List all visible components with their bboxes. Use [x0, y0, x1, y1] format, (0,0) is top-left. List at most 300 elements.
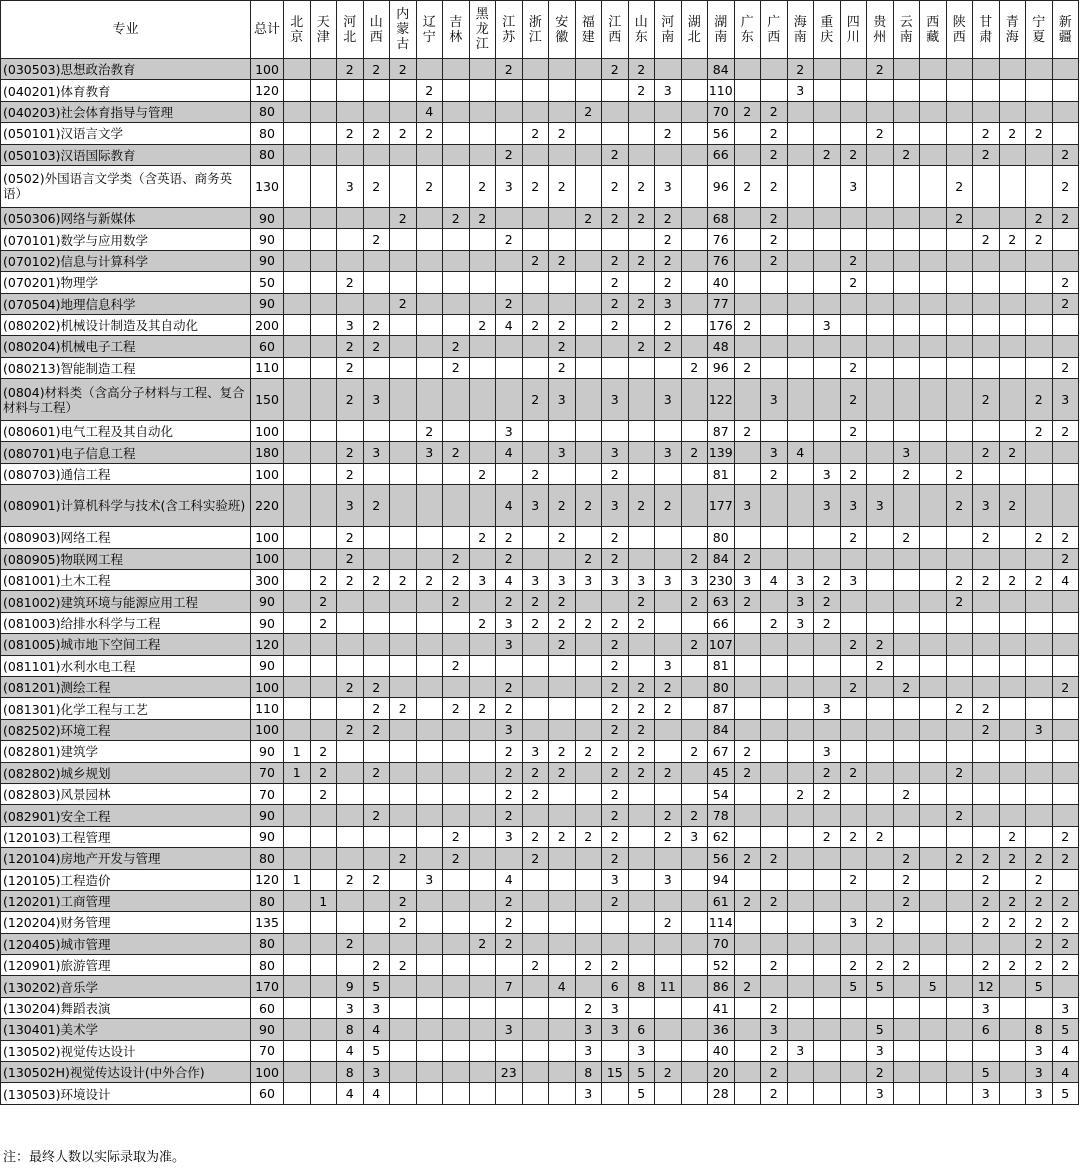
quota-cell: 3 — [734, 485, 761, 527]
quota-cell — [337, 762, 364, 783]
quota-cell — [761, 826, 788, 847]
table-row — [1, 890, 1079, 911]
quota-cell — [443, 612, 470, 633]
header-total: 总计 — [251, 1, 284, 59]
quota-cell: 8 — [337, 1019, 364, 1040]
quota-cell — [310, 442, 337, 463]
quota-cell — [469, 229, 496, 250]
quota-cell — [284, 1062, 311, 1083]
quota-cell — [522, 655, 549, 676]
quota-cell — [310, 634, 337, 655]
quota-cell — [734, 805, 761, 826]
quota-cell — [920, 442, 947, 463]
quota-cell — [1052, 314, 1079, 335]
total-cell: 50 — [251, 272, 284, 293]
quota-cell — [814, 976, 841, 997]
quota-cell: 2 — [363, 805, 390, 826]
total-cell: 90 — [251, 741, 284, 762]
quota-cell — [390, 655, 417, 676]
quota-cell: 2 — [363, 719, 390, 740]
quota-cell: 3 — [655, 655, 682, 676]
quota-cell — [1026, 762, 1053, 783]
quota-cell: 3 — [655, 165, 682, 207]
quota-cell — [946, 442, 973, 463]
quota-cell: 2 — [973, 144, 1000, 165]
quota-cell — [390, 612, 417, 633]
quota-cell — [284, 634, 311, 655]
quota-cell: 2 — [893, 783, 920, 804]
quota-cell: 2 — [522, 165, 549, 207]
quota-cell — [337, 144, 364, 165]
quota-cell — [628, 933, 655, 954]
quota-cell: 2 — [496, 783, 523, 804]
major-cell: (130503)环境设计 — [1, 1083, 251, 1104]
quota-cell: 70 — [708, 933, 735, 954]
quota-cell — [840, 101, 867, 122]
total-cell: 90 — [251, 207, 284, 228]
quota-cell: 2 — [946, 570, 973, 591]
quota-cell — [443, 741, 470, 762]
quota-cell — [867, 250, 894, 271]
quota-cell: 3 — [787, 612, 814, 633]
quota-cell — [920, 207, 947, 228]
quota-cell: 2 — [469, 207, 496, 228]
quota-cell — [814, 1083, 841, 1104]
quota-cell — [973, 805, 1000, 826]
quota-cell — [681, 976, 708, 997]
quota-cell: 1 — [284, 869, 311, 890]
quota-cell — [602, 933, 629, 954]
quota-cell: 2 — [761, 250, 788, 271]
quota-cell — [893, 272, 920, 293]
quota-cell — [522, 548, 549, 569]
quota-cell — [416, 955, 443, 976]
quota-cell — [390, 527, 417, 548]
table-row — [1, 1083, 1079, 1104]
table-row — [1, 676, 1079, 697]
quota-cell — [390, 314, 417, 335]
quota-cell — [920, 293, 947, 314]
quota-cell: 2 — [761, 1083, 788, 1104]
quota-cell — [1052, 869, 1079, 890]
quota-cell: 107 — [708, 634, 735, 655]
total-cell: 110 — [251, 357, 284, 378]
quota-cell — [284, 1019, 311, 1040]
quota-cell — [946, 1040, 973, 1061]
quota-cell: 3 — [602, 379, 629, 421]
quota-cell — [893, 485, 920, 527]
major-cell: (080901)计算机科学与技术(含工科实验班) — [1, 485, 251, 527]
quota-cell — [999, 101, 1026, 122]
quota-cell — [522, 912, 549, 933]
quota-cell — [390, 783, 417, 804]
quota-cell: 2 — [443, 442, 470, 463]
quota-cell — [469, 655, 496, 676]
total-cell: 80 — [251, 933, 284, 954]
table-row — [1, 165, 1079, 207]
quota-cell — [681, 250, 708, 271]
quota-cell: 2 — [549, 634, 576, 655]
quota-cell — [1026, 314, 1053, 335]
quota-cell — [920, 485, 947, 527]
quota-cell — [681, 676, 708, 697]
quota-cell — [681, 314, 708, 335]
quota-cell: 40 — [708, 272, 735, 293]
quota-cell — [920, 165, 947, 207]
quota-cell: 62 — [708, 826, 735, 847]
quota-cell: 2 — [655, 336, 682, 357]
quota-cell — [655, 933, 682, 954]
quota-cell — [867, 442, 894, 463]
major-cell: (082803)风景园林 — [1, 783, 251, 804]
quota-cell: 2 — [390, 848, 417, 869]
table-row — [1, 634, 1079, 655]
major-cell: (040201)体育教育 — [1, 80, 251, 101]
quota-cell — [549, 548, 576, 569]
quota-cell: 2 — [814, 826, 841, 847]
quota-cell: 9 — [337, 976, 364, 997]
quota-cell — [761, 655, 788, 676]
quota-cell: 2 — [655, 698, 682, 719]
quota-cell — [575, 463, 602, 484]
quota-cell: 2 — [390, 698, 417, 719]
quota-cell — [973, 293, 1000, 314]
quota-cell — [496, 80, 523, 101]
quota-cell — [761, 272, 788, 293]
quota-cell — [469, 741, 496, 762]
quota-cell: 5 — [1052, 1019, 1079, 1040]
quota-cell — [893, 997, 920, 1018]
quota-cell — [549, 101, 576, 122]
quota-cell: 4 — [496, 570, 523, 591]
quota-cell — [761, 869, 788, 890]
quota-cell — [1052, 634, 1079, 655]
quota-cell: 2 — [602, 59, 629, 80]
quota-cell — [628, 144, 655, 165]
quota-cell — [1026, 357, 1053, 378]
quota-cell: 3 — [363, 442, 390, 463]
total-cell: 90 — [251, 293, 284, 314]
quota-cell — [363, 741, 390, 762]
quota-cell: 2 — [310, 741, 337, 762]
quota-cell — [655, 463, 682, 484]
quota-cell: 2 — [734, 741, 761, 762]
quota-cell — [390, 1083, 417, 1104]
quota-cell — [893, 548, 920, 569]
quota-cell — [416, 805, 443, 826]
quota-cell — [469, 357, 496, 378]
quota-cell: 2 — [337, 719, 364, 740]
major-cell: (050306)网络与新媒体 — [1, 207, 251, 228]
quota-cell — [867, 890, 894, 911]
total-cell: 135 — [251, 912, 284, 933]
quota-cell: 177 — [708, 485, 735, 527]
quota-cell: 2 — [1026, 421, 1053, 442]
quota-cell — [655, 783, 682, 804]
quota-cell — [814, 59, 841, 80]
quota-cell: 3 — [734, 570, 761, 591]
quota-cell: 2 — [761, 612, 788, 633]
total-cell: 60 — [251, 997, 284, 1018]
quota-cell: 2 — [1052, 165, 1079, 207]
quota-cell: 2 — [814, 144, 841, 165]
quota-cell — [655, 1083, 682, 1104]
quota-cell — [469, 548, 496, 569]
quota-cell: 3 — [761, 379, 788, 421]
quota-cell — [602, 123, 629, 144]
quota-cell: 3 — [787, 80, 814, 101]
quota-cell — [416, 314, 443, 335]
quota-cell — [761, 698, 788, 719]
quota-cell: 2 — [363, 676, 390, 697]
quota-cell — [549, 421, 576, 442]
quota-cell — [575, 144, 602, 165]
quota-cell: 2 — [602, 463, 629, 484]
quota-cell — [867, 144, 894, 165]
quota-cell: 4 — [416, 101, 443, 122]
quota-cell: 2 — [655, 229, 682, 250]
quota-cell — [575, 912, 602, 933]
quota-cell — [999, 612, 1026, 633]
total-cell: 80 — [251, 848, 284, 869]
quota-cell — [946, 1062, 973, 1083]
major-cell: (120201)工商管理 — [1, 890, 251, 911]
quota-cell: 3 — [602, 442, 629, 463]
major-cell: (080601)电气工程及其自动化 — [1, 421, 251, 442]
major-cell: (0804)材料类（含高分子材料与工程、复合材料与工程） — [1, 379, 251, 421]
quota-cell: 76 — [708, 250, 735, 271]
quota-cell: 2 — [1052, 357, 1079, 378]
quota-cell — [390, 463, 417, 484]
quota-cell: 2 — [575, 101, 602, 122]
quota-cell: 3 — [867, 1040, 894, 1061]
quota-cell: 2 — [575, 548, 602, 569]
quota-cell — [628, 421, 655, 442]
quota-cell — [443, 997, 470, 1018]
quota-cell: 3 — [337, 485, 364, 527]
quota-cell: 3 — [496, 719, 523, 740]
quota-cell — [310, 165, 337, 207]
quota-cell: 84 — [708, 719, 735, 740]
quota-cell — [1026, 676, 1053, 697]
quota-cell — [522, 293, 549, 314]
quota-cell — [443, 676, 470, 697]
quota-cell: 2 — [840, 463, 867, 484]
quota-cell — [469, 976, 496, 997]
quota-cell: 2 — [522, 762, 549, 783]
quota-cell — [893, 229, 920, 250]
quota-cell — [973, 762, 1000, 783]
quota-cell: 20 — [708, 1062, 735, 1083]
quota-cell — [575, 165, 602, 207]
table-row — [1, 123, 1079, 144]
quota-cell — [999, 314, 1026, 335]
quota-cell — [973, 101, 1000, 122]
quota-cell: 3 — [522, 485, 549, 527]
table-row — [1, 314, 1079, 335]
quota-cell: 2 — [999, 570, 1026, 591]
quota-cell: 2 — [681, 805, 708, 826]
quota-cell — [655, 634, 682, 655]
quota-cell: 2 — [840, 634, 867, 655]
quota-cell — [416, 1062, 443, 1083]
quota-cell — [814, 955, 841, 976]
quota-cell — [920, 379, 947, 421]
quota-cell: 114 — [708, 912, 735, 933]
quota-cell — [681, 123, 708, 144]
quota-cell: 2 — [549, 123, 576, 144]
quota-cell: 3 — [761, 442, 788, 463]
quota-cell: 110 — [708, 80, 735, 101]
total-cell: 60 — [251, 336, 284, 357]
quota-cell — [310, 1019, 337, 1040]
quota-cell — [920, 101, 947, 122]
quota-cell — [496, 336, 523, 357]
quota-cell — [893, 336, 920, 357]
quota-cell — [893, 612, 920, 633]
quota-cell — [1026, 101, 1053, 122]
quota-cell: 2 — [363, 485, 390, 527]
quota-cell — [867, 783, 894, 804]
quota-cell — [575, 719, 602, 740]
table-row — [1, 1019, 1079, 1040]
quota-cell: 2 — [628, 165, 655, 207]
quota-cell — [867, 698, 894, 719]
quota-cell — [867, 762, 894, 783]
quota-cell — [867, 80, 894, 101]
quota-cell — [840, 1040, 867, 1061]
total-cell: 90 — [251, 591, 284, 612]
quota-cell — [416, 144, 443, 165]
quota-cell — [575, 591, 602, 612]
quota-cell: 2 — [522, 848, 549, 869]
total-cell: 90 — [251, 826, 284, 847]
quota-cell: 2 — [575, 955, 602, 976]
quota-cell — [893, 1062, 920, 1083]
quota-cell: 2 — [602, 719, 629, 740]
quota-cell — [840, 783, 867, 804]
table-row — [1, 293, 1079, 314]
table-header-row — [1, 1, 1079, 59]
quota-cell — [787, 207, 814, 228]
quota-cell: 2 — [734, 421, 761, 442]
quota-cell — [734, 207, 761, 228]
quota-cell — [681, 272, 708, 293]
quota-cell — [337, 698, 364, 719]
quota-cell: 2 — [496, 890, 523, 911]
quota-cell — [416, 890, 443, 911]
quota-cell: 2 — [1052, 527, 1079, 548]
quota-cell — [893, 570, 920, 591]
quota-cell — [337, 741, 364, 762]
quota-cell: 2 — [363, 955, 390, 976]
quota-cell: 2 — [416, 421, 443, 442]
quota-cell — [469, 955, 496, 976]
quota-cell — [867, 805, 894, 826]
total-cell: 100 — [251, 548, 284, 569]
quota-cell: 2 — [840, 421, 867, 442]
quota-cell — [390, 1019, 417, 1040]
total-cell: 100 — [251, 527, 284, 548]
quota-cell: 12 — [973, 976, 1000, 997]
quota-cell: 2 — [973, 570, 1000, 591]
quota-cell — [575, 976, 602, 997]
quota-cell — [443, 314, 470, 335]
quota-cell — [522, 976, 549, 997]
quota-cell — [337, 955, 364, 976]
quota-cell: 2 — [946, 805, 973, 826]
quota-cell — [628, 955, 655, 976]
quota-cell — [549, 869, 576, 890]
quota-cell: 2 — [973, 442, 1000, 463]
quota-cell — [814, 229, 841, 250]
major-cell: (082901)安全工程 — [1, 805, 251, 826]
quota-cell — [416, 634, 443, 655]
quota-cell — [496, 1040, 523, 1061]
quota-cell — [946, 869, 973, 890]
header-major: 专业 — [1, 1, 251, 59]
quota-cell — [840, 293, 867, 314]
quota-cell: 2 — [840, 379, 867, 421]
quota-cell — [390, 933, 417, 954]
quota-cell: 2 — [973, 229, 1000, 250]
quota-cell — [946, 59, 973, 80]
quota-cell — [443, 1040, 470, 1061]
quota-cell — [840, 442, 867, 463]
quota-cell — [469, 80, 496, 101]
quota-cell: 2 — [814, 783, 841, 804]
header-province: 北京 — [284, 1, 311, 59]
quota-cell: 2 — [787, 783, 814, 804]
quota-cell — [999, 783, 1026, 804]
quota-cell: 4 — [1052, 1062, 1079, 1083]
table-row — [1, 933, 1079, 954]
quota-cell — [734, 336, 761, 357]
quota-cell — [575, 80, 602, 101]
quota-cell: 2 — [337, 869, 364, 890]
major-cell: (081101)水利水电工程 — [1, 655, 251, 676]
quota-cell — [946, 912, 973, 933]
quota-cell: 2 — [946, 165, 973, 207]
quota-cell — [390, 101, 417, 122]
quota-cell — [999, 80, 1026, 101]
quota-cell: 2 — [496, 59, 523, 80]
major-cell: (080213)智能制造工程 — [1, 357, 251, 378]
quota-cell — [734, 955, 761, 976]
quota-cell — [363, 463, 390, 484]
quota-cell — [973, 676, 1000, 697]
quota-cell: 2 — [602, 805, 629, 826]
quota-cell — [416, 272, 443, 293]
total-cell: 80 — [251, 144, 284, 165]
quota-cell: 2 — [602, 272, 629, 293]
quota-cell: 2 — [390, 570, 417, 591]
quota-cell — [628, 634, 655, 655]
quota-cell — [920, 250, 947, 271]
quota-cell: 2 — [602, 955, 629, 976]
quota-cell: 3 — [681, 570, 708, 591]
quota-cell: 2 — [1026, 229, 1053, 250]
quota-cell — [310, 379, 337, 421]
quota-cell — [575, 293, 602, 314]
quota-cell — [814, 421, 841, 442]
quota-cell — [310, 805, 337, 826]
quota-cell — [522, 336, 549, 357]
quota-cell — [284, 527, 311, 548]
quota-cell: 2 — [655, 826, 682, 847]
quota-cell — [681, 293, 708, 314]
quota-cell — [761, 676, 788, 697]
